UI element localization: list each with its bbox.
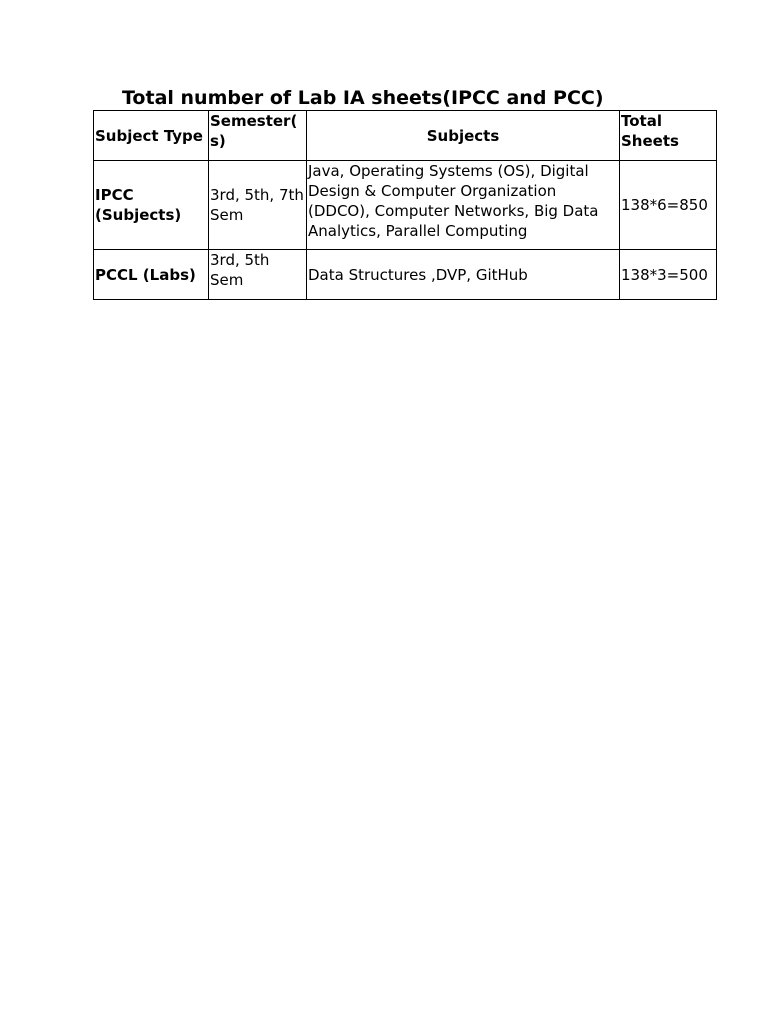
header-subject-type: Subject Type bbox=[94, 111, 209, 161]
table-row bbox=[94, 250, 717, 300]
cell-total-sheets: 138*6=850 bbox=[620, 161, 717, 250]
cell-total-sheets: 138*3=500 bbox=[620, 250, 717, 300]
header-total-sheets: Total Sheets bbox=[620, 111, 717, 161]
lab-ia-sheets-table bbox=[93, 110, 717, 300]
document-title: Total number of Lab IA sheets(IPCC and PCC) bbox=[122, 87, 604, 109]
cell-semesters: 3rd, 5th Sem bbox=[209, 250, 307, 300]
header-semesters: Semester(s) bbox=[209, 111, 307, 161]
cell-subject-type: PCCL (Labs) bbox=[94, 250, 209, 300]
cell-subjects: Data Structures ,DVP, GitHub bbox=[307, 250, 620, 300]
table-row bbox=[94, 161, 717, 250]
cell-subject-type: IPCC (Subjects) bbox=[94, 161, 209, 250]
table-header-row bbox=[94, 111, 717, 161]
cell-semesters: 3rd, 5th, 7th Sem bbox=[209, 161, 307, 250]
header-subjects: Subjects bbox=[307, 111, 620, 161]
cell-subjects: Java, Operating Systems (OS), Digital Design & Computer Organization (DDCO), Computer Networks, Big Data Analytics, Parallel Computing bbox=[307, 161, 620, 250]
